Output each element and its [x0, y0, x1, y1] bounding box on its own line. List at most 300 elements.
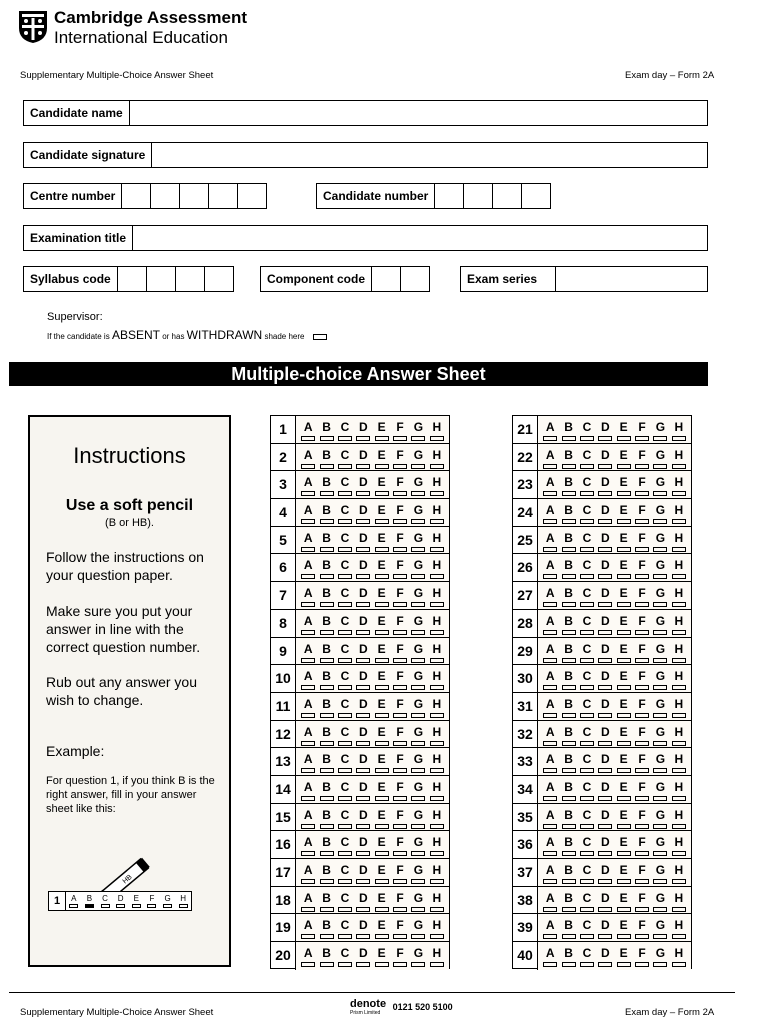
answer-option[interactable] [543, 554, 557, 581]
answer-bubble[interactable] [580, 962, 594, 967]
answer-bubble[interactable] [301, 851, 315, 856]
answer-bubble[interactable] [543, 436, 557, 441]
answer-bubble[interactable] [543, 685, 557, 690]
answer-option[interactable] [543, 527, 557, 554]
answer-option[interactable] [580, 831, 594, 858]
answer-option[interactable] [635, 665, 649, 692]
answer-option[interactable] [430, 859, 444, 886]
answer-option[interactable] [617, 471, 631, 498]
answer-bubble[interactable] [301, 436, 315, 441]
answer-option[interactable] [598, 444, 612, 471]
answer-bubble[interactable] [580, 685, 594, 690]
answer-option[interactable] [580, 859, 594, 886]
answer-option[interactable] [430, 914, 444, 941]
answer-option[interactable] [598, 942, 612, 970]
answer-bubble[interactable] [562, 630, 576, 635]
answer-option[interactable] [320, 748, 334, 775]
answer-bubble[interactable] [580, 658, 594, 663]
answer-bubble[interactable] [301, 796, 315, 801]
answer-bubble[interactable] [543, 741, 557, 746]
answer-bubble[interactable] [301, 491, 315, 496]
answer-option[interactable] [562, 942, 576, 970]
answer-option[interactable] [375, 942, 389, 970]
answer-bubble[interactable] [375, 934, 389, 939]
digit-box[interactable] [493, 184, 522, 208]
answer-bubble[interactable] [356, 934, 370, 939]
answer-bubble[interactable] [356, 879, 370, 884]
answer-option[interactable] [598, 416, 612, 443]
answer-option[interactable] [580, 471, 594, 498]
answer-option[interactable] [653, 638, 667, 665]
answer-option[interactable] [430, 610, 444, 637]
answer-bubble[interactable] [338, 713, 352, 718]
answer-bubble[interactable] [338, 547, 352, 552]
answer-option[interactable] [580, 693, 594, 720]
answer-option[interactable] [430, 748, 444, 775]
answer-bubble[interactable] [393, 464, 407, 469]
answer-bubble[interactable] [580, 907, 594, 912]
answer-bubble[interactable] [543, 547, 557, 552]
answer-option[interactable] [653, 582, 667, 609]
answer-option[interactable] [375, 416, 389, 443]
answer-bubble[interactable] [320, 851, 334, 856]
answer-option[interactable] [338, 831, 352, 858]
answer-option[interactable] [598, 665, 612, 692]
answer-option[interactable] [653, 942, 667, 970]
answer-bubble[interactable] [375, 796, 389, 801]
answer-option[interactable] [411, 471, 425, 498]
answer-bubble[interactable] [672, 491, 686, 496]
answer-option[interactable] [543, 693, 557, 720]
answer-bubble[interactable] [562, 768, 576, 773]
answer-option[interactable] [430, 693, 444, 720]
answer-bubble[interactable] [338, 602, 352, 607]
answer-bubble[interactable] [562, 685, 576, 690]
syllabus-code-field[interactable] [23, 266, 234, 292]
answer-bubble[interactable] [543, 879, 557, 884]
answer-bubble[interactable] [543, 713, 557, 718]
answer-bubble[interactable] [653, 713, 667, 718]
digit-box[interactable] [118, 267, 147, 291]
answer-option[interactable] [356, 914, 370, 941]
answer-bubble[interactable] [617, 464, 631, 469]
answer-bubble[interactable] [617, 602, 631, 607]
answer-bubble[interactable] [375, 547, 389, 552]
answer-bubble[interactable] [430, 464, 444, 469]
answer-option[interactable] [430, 554, 444, 581]
answer-option[interactable] [356, 554, 370, 581]
answer-bubble[interactable] [543, 907, 557, 912]
answer-option[interactable] [617, 942, 631, 970]
answer-bubble[interactable] [580, 574, 594, 579]
answer-bubble[interactable] [598, 436, 612, 441]
answer-option[interactable] [356, 527, 370, 554]
answer-bubble[interactable] [320, 436, 334, 441]
answer-option[interactable] [356, 693, 370, 720]
answer-option[interactable] [543, 831, 557, 858]
answer-option[interactable] [617, 804, 631, 831]
answer-option[interactable] [301, 582, 315, 609]
answer-option[interactable] [543, 610, 557, 637]
answer-bubble[interactable] [393, 547, 407, 552]
answer-option[interactable] [375, 554, 389, 581]
answer-bubble[interactable] [356, 851, 370, 856]
answer-option[interactable] [653, 776, 667, 803]
answer-option[interactable] [393, 859, 407, 886]
answer-bubble[interactable] [617, 851, 631, 856]
answer-option[interactable] [375, 804, 389, 831]
answer-option[interactable] [301, 416, 315, 443]
answer-option[interactable] [393, 721, 407, 748]
answer-option[interactable] [301, 942, 315, 970]
answer-option[interactable] [543, 914, 557, 941]
answer-bubble[interactable] [411, 907, 425, 912]
answer-bubble[interactable] [580, 768, 594, 773]
answer-option[interactable] [320, 914, 334, 941]
answer-option[interactable] [301, 610, 315, 637]
answer-bubble[interactable] [617, 658, 631, 663]
answer-option[interactable] [411, 942, 425, 970]
answer-option[interactable] [301, 527, 315, 554]
answer-bubble[interactable] [320, 741, 334, 746]
answer-bubble[interactable] [653, 630, 667, 635]
answer-bubble[interactable] [672, 519, 686, 524]
answer-bubble[interactable] [562, 962, 576, 967]
answer-option[interactable] [653, 693, 667, 720]
digit-box[interactable] [522, 184, 550, 208]
answer-option[interactable] [617, 554, 631, 581]
answer-bubble[interactable] [635, 464, 649, 469]
answer-option[interactable] [338, 444, 352, 471]
answer-bubble[interactable] [562, 574, 576, 579]
answer-option[interactable] [598, 748, 612, 775]
answer-option[interactable] [653, 554, 667, 581]
answer-bubble[interactable] [301, 713, 315, 718]
answer-bubble[interactable] [580, 824, 594, 829]
answer-option[interactable] [653, 721, 667, 748]
answer-bubble[interactable] [301, 464, 315, 469]
answer-bubble[interactable] [411, 934, 425, 939]
answer-option[interactable] [562, 665, 576, 692]
answer-bubble[interactable] [375, 741, 389, 746]
answer-option[interactable] [617, 444, 631, 471]
answer-option[interactable] [356, 638, 370, 665]
answer-option[interactable] [301, 914, 315, 941]
answer-option[interactable] [301, 776, 315, 803]
answer-option[interactable] [562, 914, 576, 941]
answer-bubble[interactable] [543, 851, 557, 856]
answer-option[interactable] [411, 499, 425, 526]
answer-bubble[interactable] [635, 824, 649, 829]
answer-option[interactable] [562, 748, 576, 775]
answer-option[interactable] [580, 582, 594, 609]
answer-bubble[interactable] [617, 796, 631, 801]
answer-option[interactable] [375, 914, 389, 941]
answer-bubble[interactable] [617, 491, 631, 496]
answer-option[interactable] [617, 610, 631, 637]
answer-option[interactable] [430, 942, 444, 970]
answer-bubble[interactable] [393, 741, 407, 746]
answer-option[interactable] [375, 610, 389, 637]
answer-option[interactable] [301, 721, 315, 748]
answer-bubble[interactable] [653, 519, 667, 524]
answer-bubble[interactable] [598, 547, 612, 552]
answer-option[interactable] [598, 914, 612, 941]
answer-option[interactable] [411, 527, 425, 554]
answer-bubble[interactable] [598, 658, 612, 663]
answer-bubble[interactable] [580, 630, 594, 635]
answer-option[interactable] [543, 859, 557, 886]
answer-option[interactable] [672, 721, 686, 748]
answer-bubble[interactable] [411, 464, 425, 469]
answer-option[interactable] [338, 804, 352, 831]
digit-box[interactable] [205, 267, 233, 291]
answer-bubble[interactable] [411, 962, 425, 967]
answer-bubble[interactable] [562, 436, 576, 441]
answer-bubble[interactable] [338, 796, 352, 801]
answer-bubble[interactable] [430, 658, 444, 663]
answer-bubble[interactable] [580, 436, 594, 441]
answer-bubble[interactable] [635, 436, 649, 441]
answer-option[interactable] [635, 776, 649, 803]
answer-bubble[interactable] [356, 491, 370, 496]
answer-option[interactable] [393, 776, 407, 803]
answer-bubble[interactable] [411, 879, 425, 884]
answer-option[interactable] [653, 748, 667, 775]
answer-bubble[interactable] [301, 519, 315, 524]
answer-option[interactable] [672, 776, 686, 803]
answer-bubble[interactable] [375, 851, 389, 856]
answer-bubble[interactable] [320, 602, 334, 607]
answer-bubble[interactable] [562, 464, 576, 469]
answer-bubble[interactable] [430, 768, 444, 773]
answer-bubble[interactable] [543, 464, 557, 469]
answer-bubble[interactable] [375, 491, 389, 496]
answer-option[interactable] [338, 554, 352, 581]
answer-bubble[interactable] [320, 491, 334, 496]
answer-option[interactable] [430, 582, 444, 609]
answer-option[interactable] [320, 638, 334, 665]
answer-option[interactable] [375, 582, 389, 609]
answer-option[interactable] [598, 721, 612, 748]
answer-bubble[interactable] [562, 824, 576, 829]
answer-option[interactable] [580, 721, 594, 748]
answer-bubble[interactable] [338, 630, 352, 635]
answer-bubble[interactable] [338, 491, 352, 496]
answer-option[interactable] [375, 638, 389, 665]
answer-bubble[interactable] [635, 907, 649, 912]
answer-bubble[interactable] [562, 907, 576, 912]
answer-bubble[interactable] [411, 630, 425, 635]
answer-bubble[interactable] [356, 713, 370, 718]
answer-option[interactable] [562, 444, 576, 471]
answer-option[interactable] [635, 942, 649, 970]
answer-option[interactable] [375, 831, 389, 858]
answer-option[interactable] [598, 527, 612, 554]
answer-bubble[interactable] [598, 741, 612, 746]
answer-option[interactable] [356, 444, 370, 471]
answer-bubble[interactable] [543, 962, 557, 967]
answer-bubble[interactable] [393, 658, 407, 663]
answer-option[interactable] [356, 748, 370, 775]
answer-bubble[interactable] [598, 630, 612, 635]
answer-option[interactable] [375, 665, 389, 692]
answer-bubble[interactable] [338, 574, 352, 579]
answer-option[interactable] [672, 748, 686, 775]
answer-bubble[interactable] [543, 658, 557, 663]
answer-option[interactable] [580, 499, 594, 526]
answer-bubble[interactable] [635, 851, 649, 856]
answer-bubble[interactable] [580, 851, 594, 856]
answer-option[interactable] [598, 638, 612, 665]
absent-shade-box[interactable] [313, 334, 327, 340]
answer-option[interactable] [320, 499, 334, 526]
answer-option[interactable] [393, 416, 407, 443]
answer-bubble[interactable] [672, 574, 686, 579]
answer-option[interactable] [598, 776, 612, 803]
answer-bubble[interactable] [356, 630, 370, 635]
answer-bubble[interactable] [393, 602, 407, 607]
answer-bubble[interactable] [562, 796, 576, 801]
answer-bubble[interactable] [301, 630, 315, 635]
answer-option[interactable] [617, 693, 631, 720]
answer-option[interactable] [580, 804, 594, 831]
answer-option[interactable] [320, 721, 334, 748]
answer-option[interactable] [411, 554, 425, 581]
answer-bubble[interactable] [598, 768, 612, 773]
answer-bubble[interactable] [672, 824, 686, 829]
answer-option[interactable] [430, 665, 444, 692]
answer-bubble[interactable] [598, 713, 612, 718]
answer-option[interactable] [393, 638, 407, 665]
answer-option[interactable] [635, 554, 649, 581]
answer-option[interactable] [338, 748, 352, 775]
answer-bubble[interactable] [301, 962, 315, 967]
answer-bubble[interactable] [672, 879, 686, 884]
answer-option[interactable] [320, 444, 334, 471]
answer-bubble[interactable] [598, 962, 612, 967]
answer-bubble[interactable] [411, 851, 425, 856]
answer-option[interactable] [320, 582, 334, 609]
answer-bubble[interactable] [411, 713, 425, 718]
answer-option[interactable] [672, 416, 686, 443]
answer-option[interactable] [598, 554, 612, 581]
answer-bubble[interactable] [356, 796, 370, 801]
answer-option[interactable] [543, 416, 557, 443]
answer-option[interactable] [672, 638, 686, 665]
answer-option[interactable] [301, 831, 315, 858]
answer-bubble[interactable] [598, 574, 612, 579]
answer-option[interactable] [301, 499, 315, 526]
answer-option[interactable] [411, 444, 425, 471]
answer-option[interactable] [301, 471, 315, 498]
answer-bubble[interactable] [430, 879, 444, 884]
answer-bubble[interactable] [672, 464, 686, 469]
answer-bubble[interactable] [356, 768, 370, 773]
answer-bubble[interactable] [411, 436, 425, 441]
answer-bubble[interactable] [430, 824, 444, 829]
answer-bubble[interactable] [375, 824, 389, 829]
answer-option[interactable] [598, 831, 612, 858]
answer-option[interactable] [393, 554, 407, 581]
answer-option[interactable] [411, 610, 425, 637]
answer-bubble[interactable] [543, 519, 557, 524]
answer-bubble[interactable] [411, 574, 425, 579]
answer-option[interactable] [411, 721, 425, 748]
answer-bubble[interactable] [653, 907, 667, 912]
answer-option[interactable] [672, 444, 686, 471]
answer-bubble[interactable] [672, 547, 686, 552]
answer-bubble[interactable] [393, 934, 407, 939]
answer-option[interactable] [617, 859, 631, 886]
answer-option[interactable] [411, 804, 425, 831]
answer-option[interactable] [635, 693, 649, 720]
answer-bubble[interactable] [672, 934, 686, 939]
answer-bubble[interactable] [653, 685, 667, 690]
answer-option[interactable] [617, 887, 631, 914]
answer-option[interactable] [543, 776, 557, 803]
answer-bubble[interactable] [617, 879, 631, 884]
answer-option[interactable] [338, 638, 352, 665]
answer-bubble[interactable] [653, 879, 667, 884]
answer-option[interactable] [301, 693, 315, 720]
answer-option[interactable] [653, 527, 667, 554]
answer-bubble[interactable] [301, 685, 315, 690]
answer-bubble[interactable] [598, 934, 612, 939]
answer-option[interactable] [543, 887, 557, 914]
answer-bubble[interactable] [393, 851, 407, 856]
answer-option[interactable] [393, 831, 407, 858]
answer-bubble[interactable] [635, 796, 649, 801]
answer-option[interactable] [338, 914, 352, 941]
answer-option[interactable] [356, 942, 370, 970]
answer-option[interactable] [338, 416, 352, 443]
answer-option[interactable] [653, 804, 667, 831]
answer-bubble[interactable] [653, 741, 667, 746]
answer-bubble[interactable] [411, 768, 425, 773]
answer-bubble[interactable] [320, 768, 334, 773]
answer-option[interactable] [393, 582, 407, 609]
answer-bubble[interactable] [338, 934, 352, 939]
answer-bubble[interactable] [653, 796, 667, 801]
answer-bubble[interactable] [617, 519, 631, 524]
answer-option[interactable] [543, 942, 557, 970]
answer-bubble[interactable] [617, 962, 631, 967]
answer-bubble[interactable] [617, 685, 631, 690]
answer-bubble[interactable] [375, 907, 389, 912]
answer-bubble[interactable] [356, 574, 370, 579]
answer-bubble[interactable] [338, 464, 352, 469]
answer-bubble[interactable] [301, 574, 315, 579]
answer-option[interactable] [653, 665, 667, 692]
answer-bubble[interactable] [320, 658, 334, 663]
answer-bubble[interactable] [393, 879, 407, 884]
answer-bubble[interactable] [543, 630, 557, 635]
answer-option[interactable] [375, 859, 389, 886]
answer-bubble[interactable] [320, 824, 334, 829]
answer-option[interactable] [430, 721, 444, 748]
answer-option[interactable] [635, 914, 649, 941]
answer-bubble[interactable] [393, 907, 407, 912]
answer-bubble[interactable] [635, 879, 649, 884]
answer-bubble[interactable] [356, 685, 370, 690]
answer-option[interactable] [653, 887, 667, 914]
answer-bubble[interactable] [356, 464, 370, 469]
answer-bubble[interactable] [356, 907, 370, 912]
answer-bubble[interactable] [580, 934, 594, 939]
answer-option[interactable] [653, 416, 667, 443]
answer-option[interactable] [653, 610, 667, 637]
